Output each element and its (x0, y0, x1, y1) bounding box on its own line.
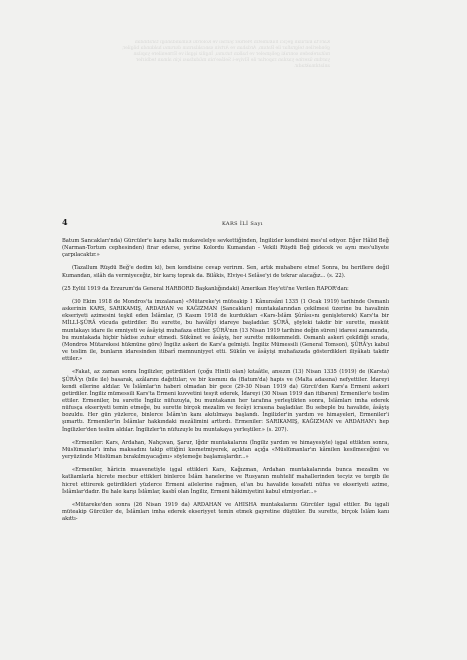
paragraph-1: Batum Sancakları'nda) Gürcüler'e karşı halkı mukavelelye sevkettiğinden, İngilizler kendisini mes'ul ediyor. Eğer Hâlid Beğ (Narman-Tortum cephesinden) firar ederse, yerine Kolordu Kumandan - Vekili Rüşdü Beğ gidecek ve aynı mes'uliyete çarpılacaktır.» (62, 238, 389, 259)
page-number: 4 (62, 217, 68, 227)
page-header (62, 218, 391, 230)
paragraph-6: «Ermeniler: Kars, Ardahan, Nahçıvan, Şarur, Iğdır muntakalarını (İngiliz yardım ve himayesiyle) işgal ettikten sonra, Müslümanlar'ı imha maksadını takip ettiğini kısmetmiyerek, açıktan açığa «Müslümanlar'ın kâmilen kesilmeceğini ve yeryüzünde Müslüman bırakılmıyacağını» söylemeğe başlamışlardır...» (62, 439, 389, 461)
paragraph-2: (Tazallum Rüşdü Beğ'e dedim ki), ben kendisine cevap verirım. Sen, artık muhabere etme! Sonra, bu heriflere değil Kumandan, silâh da vermiyeceğiz, bir karış toprak da. Bilâkis, Elviye-i Selâse'yi de tekrar alacağız... (s. 22). (62, 265, 389, 279)
paragraph-8: «Mütareke'den sonra (26 Nisan 1919 da) ARDAHAN ve AHISHA muntakalarını Gürcüler işgal ettiler. Bu işgali müteakip Gürcüler de, İslâmları imha ederek ekseriyyet temin etmek gayretine düştüler. Bu surette, birçok İslâm kanı akıttı- (62, 501, 389, 523)
paragraph-7: «Ermeniler, hâricin muavenetiyle işgal ettikleri Kars, Kağızman, Ardahan muntakalarında bunca mezalim ve katliamlarla hicrete mecbur ettikleri binlerce İslâm hanelerine ve Rusyanın muhtelif mahallerinden tecyiz ve tergib ile hicret ettirerek getirdikleri yüzlerce Ermeni ailelerine rağmen, el'an bu havalide kesafeti nüfus ve ekseriyeti azime, İslâmlar'dadır. Bu hale karşı İslâmlar, kasbî olan İngiliz, Ermeni hâkimiyetini kabul etmiyorlar...» (62, 467, 389, 495)
paragraph-4: (30 Ekim 1918 de Mondros'ta imzalanan) «Mütareke'yi müteakip 1 Kânunsâni 1335 (1 Ocak 1919) tarihinde Osmanlı askerinin KARS, SARIKAMIŞ, ARDAHAN ve KAĞIZMAN (Sancakları) muntakalarından çekilmesi üzerine bu havalinin ekseriyeti azimesini teşkil eden İslâmlar, (5 Kasım 1918 de kurdukları «Kars-İslâm Şûrâsı»nı genişleterek) Kars'ta bir MİLLİ-ŞÛRÂ vücuda getirdiler. Bu surette, bu havâlîyi idareye başladılar. ŞÛRÂ, şöyleki takdir bir surette, mesküt muntakayı idare ile emniyeti ve âsâyişi muhafaza ettiler. ŞÛRÂ'nın (13 Nisan 1919 tarihine değin süren) idaresi zamanında, bu muntakada hiçbir hâdise zuhur etmedi. Sükûnet ve âsâyiş, her surette mükemmeldi. Osmanlı askeri çekildiği sırada, (Mondros Mütarekesi hükmüne göre) İngiliz askeri de Kars'a gelmişti. İngiliz Mümessili (General Tomson), ŞÛRÂ'yı kabul ve teslim ile, bunların idaresinden itibarî memnuniyyet etti. Sükûn ve âsâyişi muhafazada gösterdikleri iliyâkatı takdir ettiler.» (62, 298, 389, 363)
running-title: KARS İLİ Sayı (222, 221, 263, 227)
body-text (62, 238, 389, 529)
paragraph-3: (25 Eylül 1919 da Erzurum'da General HARBORD Başkanlığındaki) Amerikan Hey'eti'ne Verilen RAPOR'dan: (62, 285, 349, 292)
paragraph-5: «Fakat, az zaman sonra İngilizler, getirdikleri (çoğu Hintli olan) kıtaâtle, ansızın (13) Nisan 1335 (1919) de (Karsta) ŞÛRÂ'yı (bile ile) basarak, azâlarını dağıttılar; ve bir kısmını da (Batum'da) hapis ve (Malta adasına) nefyettiler. İdareyi kendi ellerine aldılar. Ve İslâmlar'ın haberi olmadan bir gece (29-30 Nisan 1919 da) Gürcü'den Kars'a Ermeni askeri getirdiler. İngiliz mümessili Kars'ta Ermeni kuvvetini tesyit ederek, İdareyi (30 Nisan 1919 dan itibaren) Ermeniler'e teslim ettiler. Ermeniler, bu surette İngiliz nüfuzuyla, bu muntakanın her tarafına yerleştikten sonra, İslâmları imha ederek nüfusça ekseriyeti temin etmeğe, bu surette birçok mezalim ve fecâyi icrasına başladılar. Bu sebeple bu havalide, âsâyiş bozuldu. Her gün yüzlerce, binlerce İslâm'ın kanı akıtılmaya başlandı. İngilizler'in yardım ve himayeleri, Ermeniler'i şımarttı. Ermeniler'in İslâmlar hakkındaki mezâlimini arttırdı. Ermeniler: SARIKAMIŞ, KAĞIZMAN ve ARDAHAN'ı hep İngilizler'den teslim aldılar. İngilizler'in nüfuzuyle bu muntakaya yerleştiler.» (s. 207). (62, 369, 389, 433)
bleed-through-text: Kars'ta kurulan geçici hükümetin Merkez Şûrâsı ve Kolordu Kumandanlığı tarafından gönderilen telgraflar ile Batum, Ardahan ve Artvin sancaklarının durumu hakkında bilgiler, mütarekeden sonraki gelişmeler ve halkın tutumu, İngiliz işgali ve Ermenilere yapılan yardım üzerine yazılan raporlar ile Elviye-i Selâse'nin müdafaası için alınan tedbirler anlatılmaktadır. (120, 40, 330, 69)
